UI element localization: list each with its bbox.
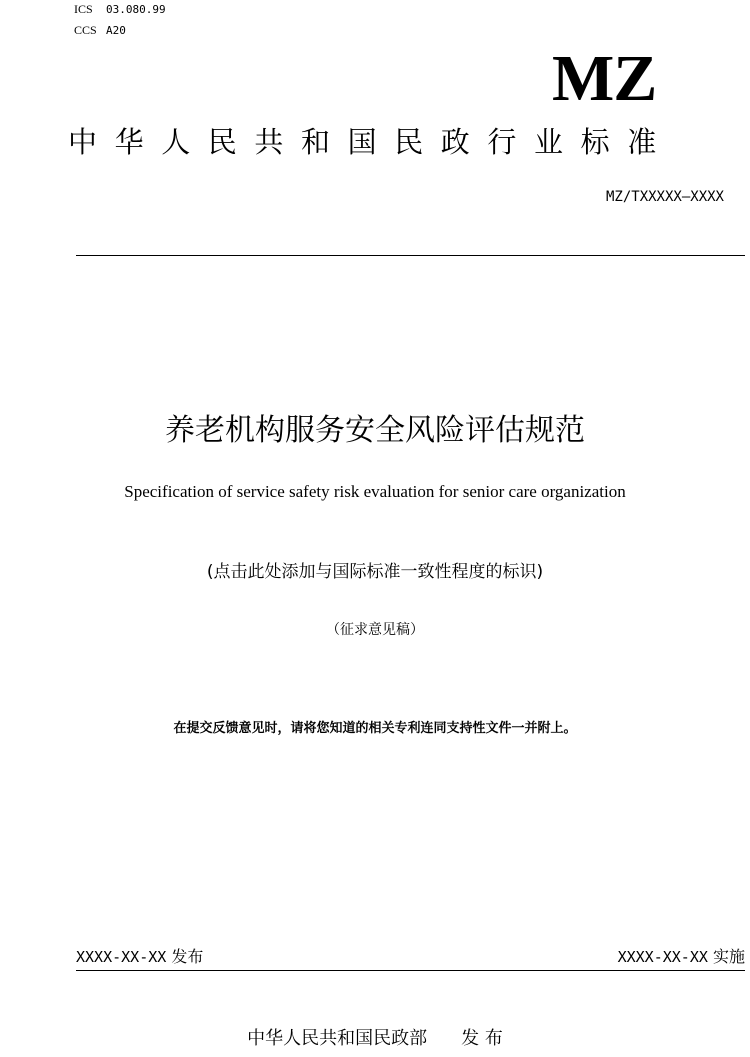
header-divider	[76, 255, 745, 256]
footer-divider	[76, 970, 745, 971]
publish-label: 发布	[171, 947, 204, 966]
implement-label: 实施	[712, 947, 745, 966]
standard-category-title: 中华人民共和国民政行业标准	[68, 125, 674, 159]
ccs-line	[74, 23, 126, 38]
feedback-notice: 在提交反馈意见时，请将您知道的相关专利连同支持性文件一并附上。	[173, 721, 577, 736]
issuer-line	[0, 1026, 750, 1052]
issuer-name: 中华人民共和国民政部	[247, 1028, 428, 1049]
consistency-note[interactable]: (点击此处添加与国际标准一致性程度的标识)	[206, 562, 544, 582]
implement-date-value: XXXX-XX-XX	[617, 948, 708, 966]
publish-date	[76, 946, 203, 968]
issue-label: 发 布	[461, 1028, 503, 1049]
mz-logo: MZ	[552, 42, 657, 115]
implement-date	[618, 946, 745, 968]
publish-date-value: XXXX-XX-XX	[76, 948, 167, 966]
draft-stage: （征求意见稿）	[326, 622, 424, 638]
ics-code: 03.080.99	[106, 3, 166, 16]
document-title-en: Specification of service safety risk evaluation for senior care organization	[124, 482, 626, 501]
ccs-code: A20	[106, 24, 126, 37]
ccs-label: CCS	[74, 23, 97, 37]
ics-line	[74, 2, 166, 17]
ics-label: ICS	[74, 2, 93, 16]
standard-number: MZ/TXXXXX—XXXX	[605, 189, 724, 205]
document-title-cn: 养老机构服务安全风险评估规范	[165, 413, 585, 448]
